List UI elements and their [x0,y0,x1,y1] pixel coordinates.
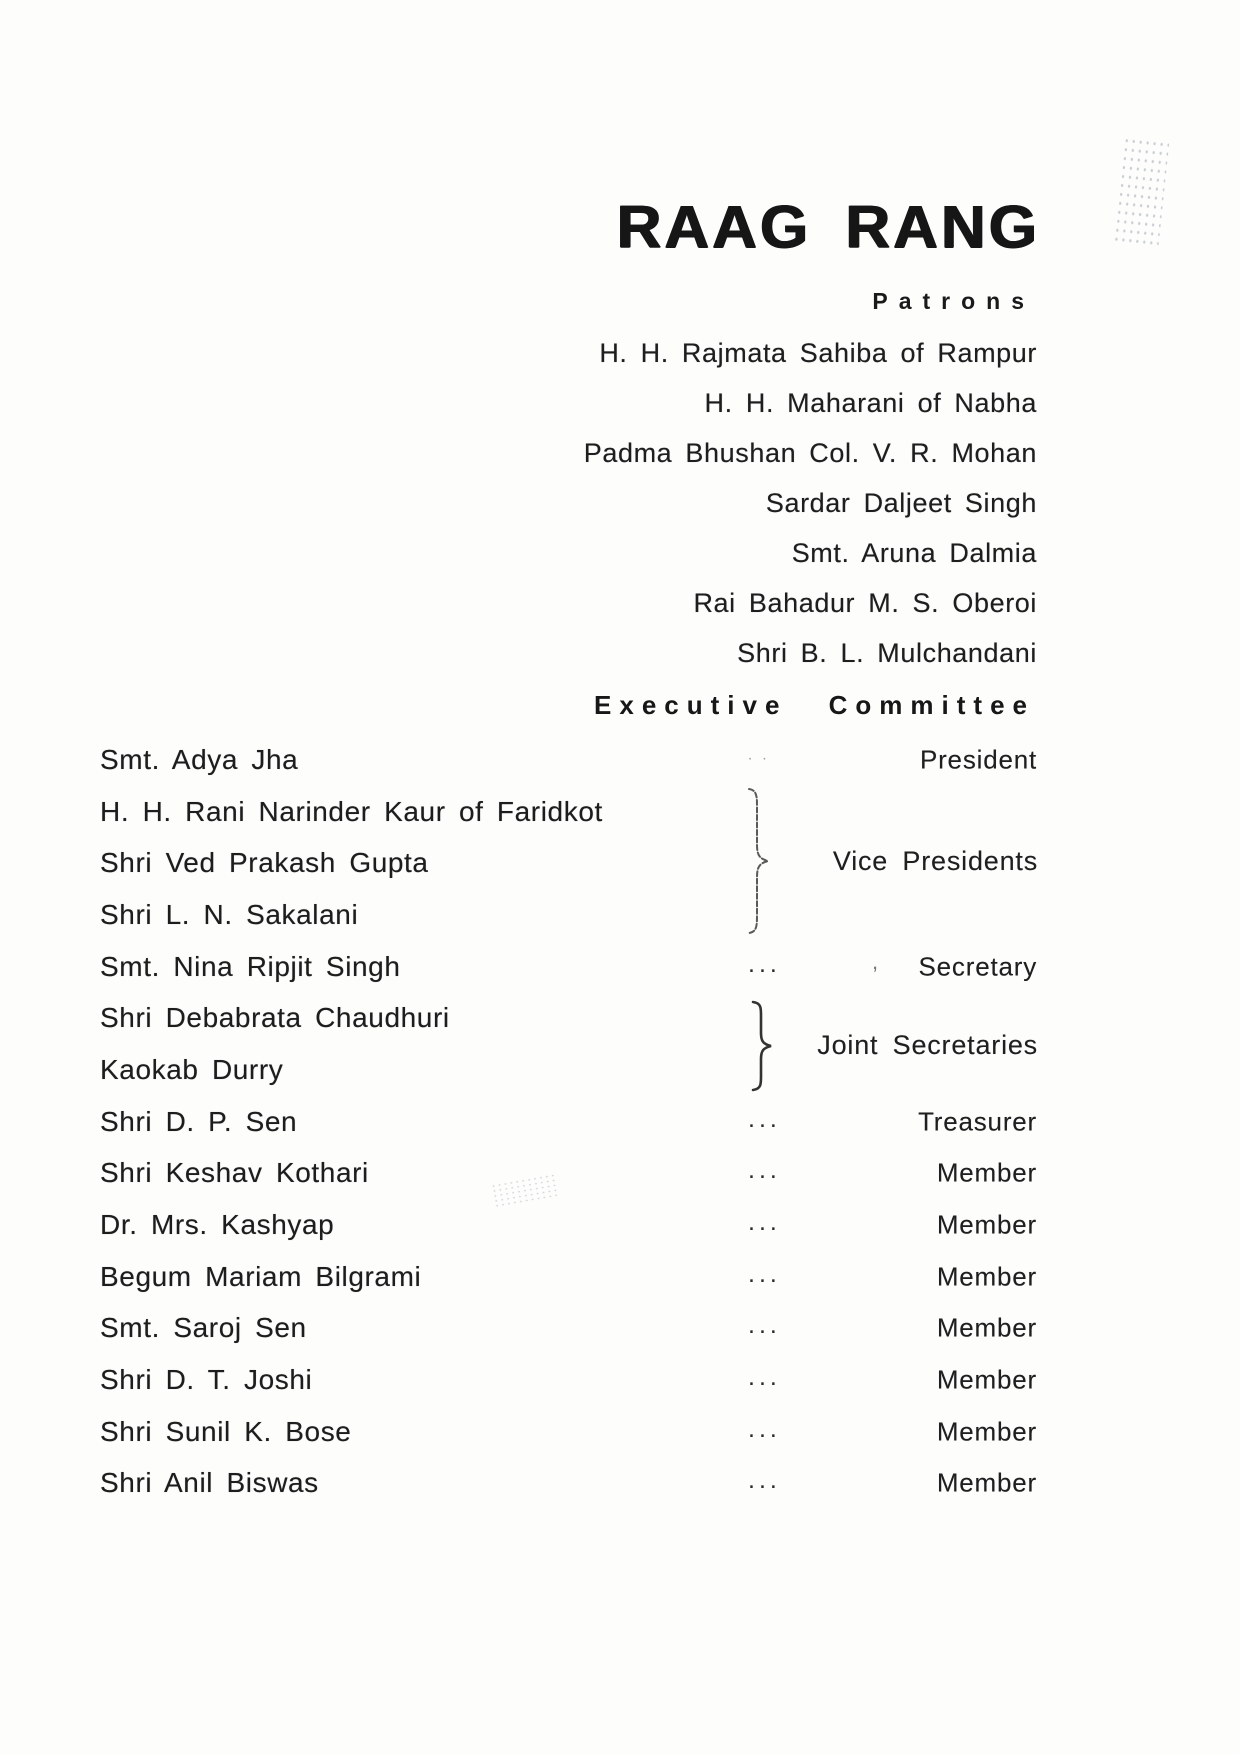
role-label: Member [936,1312,1037,1343]
dots-leader: ... [748,1363,781,1392]
dots-leader: ... [748,1259,781,1288]
patrons-heading: Patrons [872,288,1035,314]
role-label: Secretary [918,951,1037,982]
member-name: Shri Sunil K. Bose [100,1415,352,1447]
member-name: H. H. Rani Narinder Kaur of Faridkot [100,795,603,827]
committee-row [0,1096,1240,1148]
member-name: Shri L. N. Sakalani [100,898,359,930]
member-name: Begum Mariam Bilgrami [100,1260,422,1292]
dots-leader: ... [748,1311,781,1340]
committee-list [0,734,1240,1509]
role-label: Member [936,1467,1037,1498]
committee-row [0,837,1240,889]
member-name: Shri Debabrata Chaudhuri [100,1002,450,1034]
committee-row [0,889,1240,941]
committee-row [0,1044,1240,1096]
dots-leader: ... [748,1156,781,1185]
committee-row [0,1148,1240,1200]
patron-name: Smt. Aruna Dalmia [791,538,1037,568]
role-label: Member [936,1157,1037,1188]
committee-row [0,1251,1240,1303]
committee-row [0,1354,1240,1406]
dots-leader: ... [748,1466,781,1495]
dots-leader: . . [748,746,770,764]
patron-name: Padma Bhushan Col. V. R. Mohan [583,438,1037,468]
member-name: Kaokab Durry [100,1053,284,1085]
executive-committee-heading: Executive Committee [594,690,1035,720]
role-label: Vice Presidents [832,846,1038,876]
member-name: Shri Anil Biswas [100,1467,319,1499]
role-label: Member [936,1209,1037,1240]
dots-leader: ... [748,1104,781,1133]
role-label: President [919,744,1037,775]
patrons-list [0,328,1037,678]
member-name: Smt. Saroj Sen [100,1312,307,1344]
member-name: Shri Ved Prakash Gupta [100,847,429,879]
role-label: Member [936,1261,1037,1292]
member-name: Shri Keshav Kothari [100,1157,369,1189]
committee-row [0,1458,1240,1510]
role-label: Treasurer [918,1106,1037,1137]
dots-leader: ... [748,949,781,978]
curly-brace-icon [748,1000,776,1092]
member-name: Smt. Adya Jha [100,743,299,775]
dots-leader: ... [748,1414,781,1443]
page-title: RAAG RANG [616,194,1040,261]
scan-artifact [1112,136,1169,248]
patron-name: Rai Bahadur M. S. Oberoi [693,588,1037,618]
committee-row [0,1406,1240,1458]
committee-row [0,786,1240,838]
comma-mark: , [872,948,879,974]
dots-leader: ... [748,1208,781,1237]
member-name: Dr. Mrs. Kashyap [100,1209,335,1241]
member-name: Shri D. T. Joshi [100,1364,313,1396]
committee-row [0,992,1240,1044]
member-name: Smt. Nina Ripjit Singh [100,950,401,982]
role-label: Joint Secretaries [817,1030,1038,1060]
patron-name: Sardar Daljeet Singh [765,488,1037,518]
patron-name: Shri B. L. Mulchandani [737,638,1037,668]
committee-row [0,1303,1240,1355]
patron-name: H. H. Rajmata Sahiba of Rampur [599,338,1037,368]
patron-name: H. H. Maharani of Nabha [704,388,1037,418]
curly-brace-icon [744,786,772,936]
committee-row [0,941,1240,993]
member-name: Shri D. P. Sen [100,1105,298,1137]
role-label: Member [936,1364,1037,1395]
role-label: Member [936,1416,1037,1447]
committee-row [0,734,1240,786]
committee-row [0,1199,1240,1251]
